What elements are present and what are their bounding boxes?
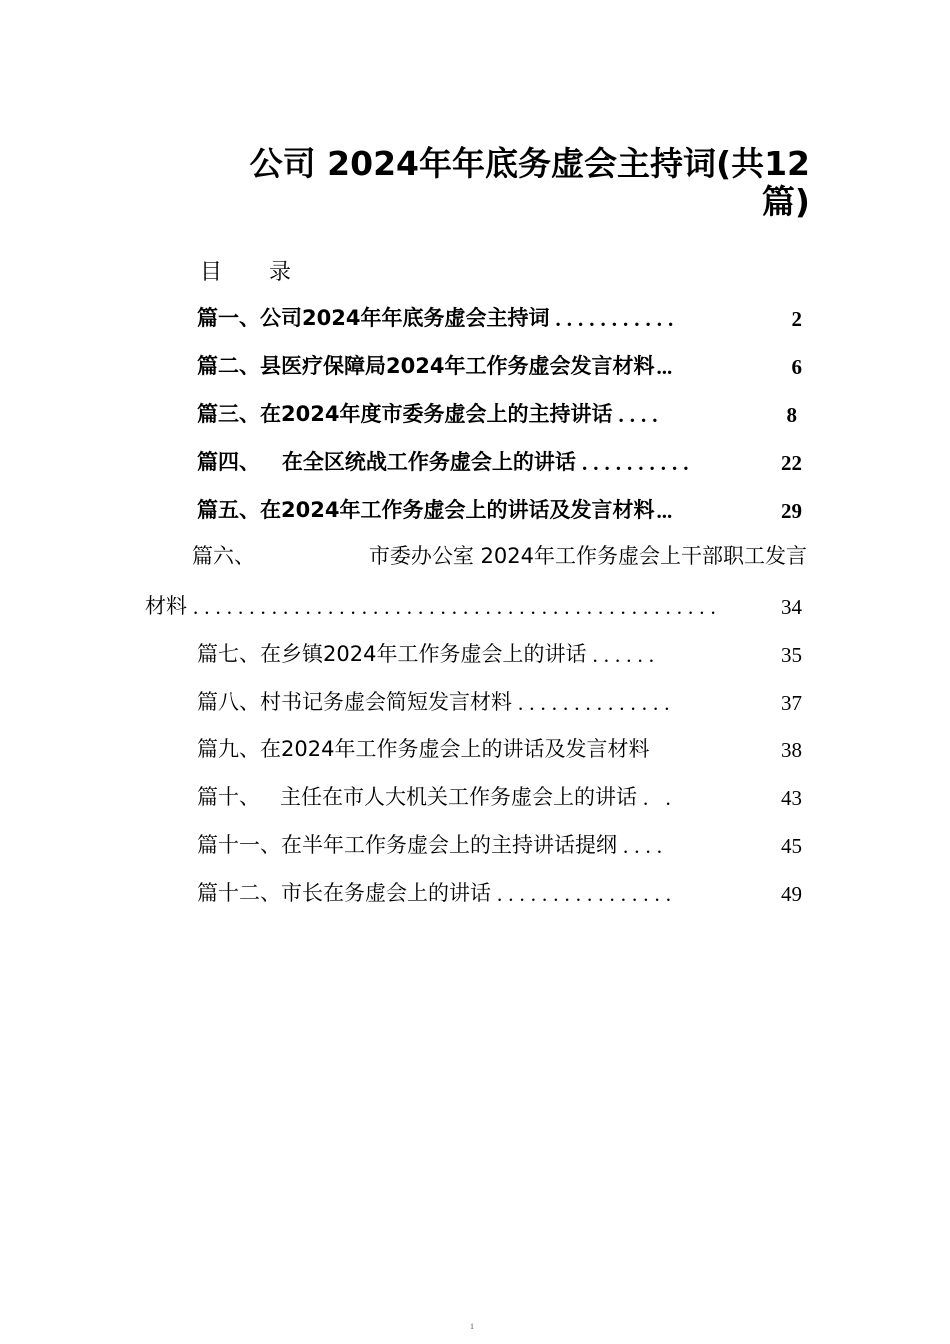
toc-entry-label: 篇七、在乡镇2024年工作务虚会上的讲话 [197,642,587,666]
toc-entry-page: 22 [781,451,802,475]
toc-entry-label: 篇十二、市长在务虚会上的讲话 [197,881,491,905]
toc-entry-leader: ........... [555,307,680,331]
toc-entry-page: 2 [791,307,802,331]
toc-entry-leader: ... [656,355,673,379]
toc-entry-leader: ...... [592,643,660,667]
toc-entry-1[interactable] [197,296,802,332]
toc-entry-leader: .... [623,834,668,858]
toc-heading: 目 录 [200,260,311,285]
toc-entry-label: 篇四、 在全区统战工作务虚会上的讲话 [197,450,576,474]
toc-entry-page: 29 [781,499,802,523]
toc-entry-page: 49 [781,882,802,906]
toc-entry-leader: .............. [518,691,676,715]
toc-entry-3[interactable] [197,392,797,428]
toc-entry-label: 篇八、村书记务虚会简短发言材料 [197,690,512,714]
footer-page-number: 1 [470,1322,474,1331]
toc-entry-leader: .......... [581,451,695,475]
toc-entry-page: 38 [781,738,802,762]
toc-entry-page: 43 [781,786,802,810]
document-title: 公司 2024年年底务虚会主持词(共12 [249,144,810,183]
toc-entry-label: 篇十、 主任在市人大机关工作务虚会上的讲话 [197,785,638,809]
toc-entry-page: 8 [786,403,797,427]
toc-entry-leader: . . [643,786,677,810]
toc-entry-label: 篇三、在2024年度市委务虚会上的主持讲话 [197,402,613,426]
toc-entry-8[interactable] [197,680,802,716]
toc-entry-page: 45 [781,834,802,858]
toc-entry-label-continued: 市委办公室 2024年工作务虚会上干部职工发言 [368,544,807,568]
toc-entry-label-wrapped: 材料 [145,594,187,618]
toc-entry-page: 37 [781,691,802,715]
toc-entry-label: 篇二、县医疗保障局2024年工作务虚会发言材料 [197,354,655,378]
toc-entry-leader: ... [656,499,673,523]
toc-entry-12[interactable] [197,871,802,907]
document-title-continued: 篇) [761,182,810,221]
toc-entry-5[interactable] [197,488,802,524]
toc-entry-11[interactable] [197,823,802,859]
toc-entry-leader: ................ [497,882,677,906]
toc-entry-4[interactable] [197,440,802,476]
toc-entry-7[interactable] [197,632,802,668]
toc-entry-10[interactable] [197,775,802,811]
toc-entry-6-line1[interactable] [192,540,807,570]
toc-entry-6-line2[interactable] [145,584,802,620]
toc-entry-page: 34 [781,595,802,619]
toc-entry-label: 篇六、 [192,544,255,568]
toc-entry-leader: .... [618,403,664,427]
toc-entry-page: 6 [791,355,802,379]
toc-entry-page: 35 [781,643,802,667]
toc-entry-2[interactable] [197,344,802,380]
toc-entry-label: 篇九、在2024年工作务虚会上的讲话及发言材料 [197,737,650,761]
toc-entry-leader: ............................................... [193,595,722,619]
toc-entry-9[interactable] [197,727,802,763]
toc-entry-label: 篇十一、在半年工作务虚会上的主持讲话提纲 [197,833,617,857]
toc-entry-label: 篇五、在2024年工作务虚会上的讲话及发言材料 [197,498,655,522]
toc-entry-label: 篇一、公司2024年年底务虚会主持词 [197,306,550,330]
